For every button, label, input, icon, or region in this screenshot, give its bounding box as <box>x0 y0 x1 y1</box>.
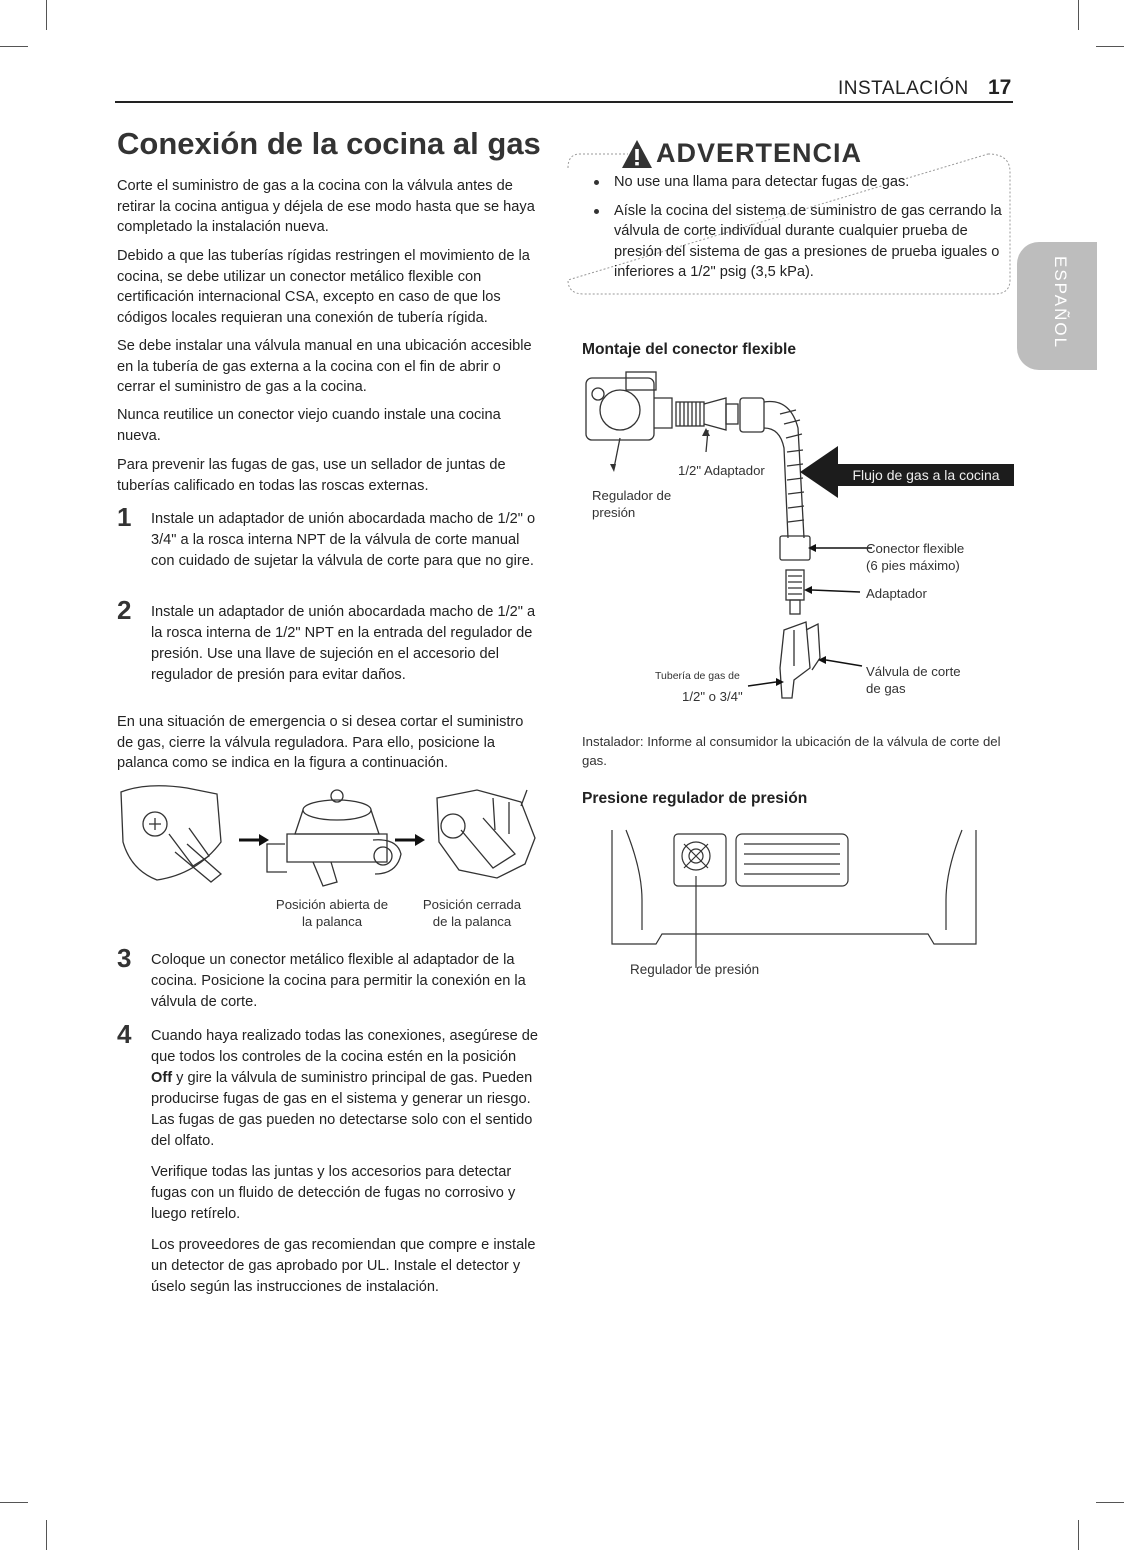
crop-mark <box>46 1520 47 1550</box>
connector-heading: Montaje del conector flexible <box>582 341 797 358</box>
flex-connector-label: Conector flexible (6 pies máximo) <box>866 541 965 573</box>
lever-open-caption: Posición abierta de la palanca <box>275 897 389 929</box>
intro-paragraph: Nunca reutilice un conector viejo cuando instale una cocina nueva. <box>117 407 501 444</box>
section-title: INSTALACIÓN <box>838 78 969 99</box>
warning-title: ADVERTENCIA <box>652 138 866 169</box>
language-tab-label: ESPAÑOL <box>1051 256 1070 350</box>
step-extra-paragraph: Verifique todas las juntas y los accesorios para detectar fugas con un fluido de detección de fugas no corrosivo y luego retírelo. <box>151 1164 516 1222</box>
lever-position-figure <box>117 782 537 894</box>
gas-flow-label: Flujo de gas a la cocina <box>838 464 1014 486</box>
step-extra-paragraph: Los proveedores de gas recomiendan que compre e instale un detector de gas aprobado por UL. Instale el detector y úselo según las instrucciones de instalación. <box>151 1237 536 1295</box>
arrow-icon <box>415 834 425 846</box>
intro-paragraph: Para prevenir las fugas de gas, use un sellador de juntas de tuberías calificado en todas las roscas externas. <box>117 457 506 494</box>
adapter-half-label: 1/2" Adaptador <box>678 463 765 478</box>
intro-paragraph: Se debe instalar una válvula manual en una ubicación accesible en la tubería de gas externa a la cocina con el fin de abrir o cerrar el suministro de gas a la cocina. <box>117 338 532 395</box>
intro-paragraph: Debido a que las tuberías rígidas restringen el movimiento de la cocina, se debe utilizar un conector metálico flexible con certificación internacional CSA, excepto en caso de que los códigos locales requieran una conexión de tubería rígida. <box>117 248 530 326</box>
warning-list <box>590 172 1002 291</box>
shutoff-valve-label: Válvula de corte de gas <box>866 664 961 696</box>
off-keyword: Off <box>151 1070 173 1086</box>
bullet-icon <box>594 180 599 185</box>
crop-mark <box>0 46 28 47</box>
regulator-label: Regulador de presión <box>592 488 672 520</box>
crop-mark <box>1096 1502 1124 1503</box>
installer-note: Instalador: Informe al consumidor la ubicación de la válvula de corte del gas. <box>582 734 1001 768</box>
step-text: Instale un adaptador de unión abocardada macho de 1/2" a la rosca interna de 1/2" NPT en la entrada del regulador de presión. Use una llave de sujeción en el accesorio del regulador de presión para evitar daños. <box>151 604 536 683</box>
warning-item: No use una llama para detectar fugas de gas. <box>590 172 1002 193</box>
page-title: Conexión de la cocina al gas <box>117 126 541 161</box>
connector-assembly-drawing <box>580 368 1020 708</box>
warning-icon <box>620 138 654 170</box>
step-text: Cuando haya realizado todas las conexiones, asegúrese de que todos los controles de la cocina estén en la posición Off y gire la válvula de suministro principal de gas. Pueden producirse fugas de gas en el sistema y generar un riesgo. Las fugas de gas pueden no detectarse solo con el sentido del olfato. <box>151 1028 538 1149</box>
adapter-label: Adaptador <box>866 586 927 601</box>
range-back-drawing <box>612 830 978 960</box>
gas-pipe-size-label: 1/2" o 3/4" <box>682 689 743 704</box>
step-text: Instale un adaptador de unión abocardada macho de 1/2" o 3/4" a la rosca interna NPT de la válvula de corte manual con cuidado de sujetar la válvula de corte para que no gire. <box>151 511 536 569</box>
crop-mark <box>1078 1520 1079 1550</box>
lever-closed-caption: Posición cerrada de la palanca <box>422 897 522 929</box>
step-number: 3 <box>117 943 132 973</box>
emergency-paragraph: En una situación de emergencia o si desea cortar el suministro de gas, cierre la válvula reguladora. Para ello, posicione la palanca como se indica en la figura a continuación. <box>117 714 524 771</box>
step-number: 1 <box>117 502 132 532</box>
crop-mark <box>46 0 47 30</box>
step-text-block <box>151 1026 541 1308</box>
bullet-icon <box>594 209 599 214</box>
pressure-regulator-drawing <box>267 790 401 886</box>
step-text: Coloque un conector metálico flexible al adaptador de la cocina. Posicione la cocina para permitir la conexión en la válvula de corte. <box>151 952 526 1010</box>
step-number: 4 <box>117 1019 132 1049</box>
intro-paragraph: Corte el suministro de gas a la cocina con la válvula antes de retirar la cocina antigua y déjela de ese modo hasta que se haya completado la instalación nueva. <box>117 178 535 235</box>
crop-mark <box>1096 46 1124 47</box>
warning-item: Aísle la cocina del sistema de suministro de gas cerrando la válvula de corte individual durante cualquier prueba de presión del sistema de gas a presiones de prueba iguales o inferiores a 1/2" psig (3,5 kPa). <box>590 201 1002 283</box>
page-number: 17 <box>988 76 1012 99</box>
gas-pipe-label: Tubería de gas de <box>655 670 740 682</box>
regulator-heading: Presione regulador de presión <box>582 790 808 807</box>
crop-mark <box>0 1502 28 1503</box>
regulator-lever-closed-drawing <box>437 790 535 878</box>
crop-mark <box>1078 0 1079 30</box>
regulator-caption: Regulador de presión <box>630 962 760 977</box>
regulator-lever-open-drawing <box>121 786 221 882</box>
step-number: 2 <box>117 595 132 625</box>
header-divider <box>115 101 1013 103</box>
